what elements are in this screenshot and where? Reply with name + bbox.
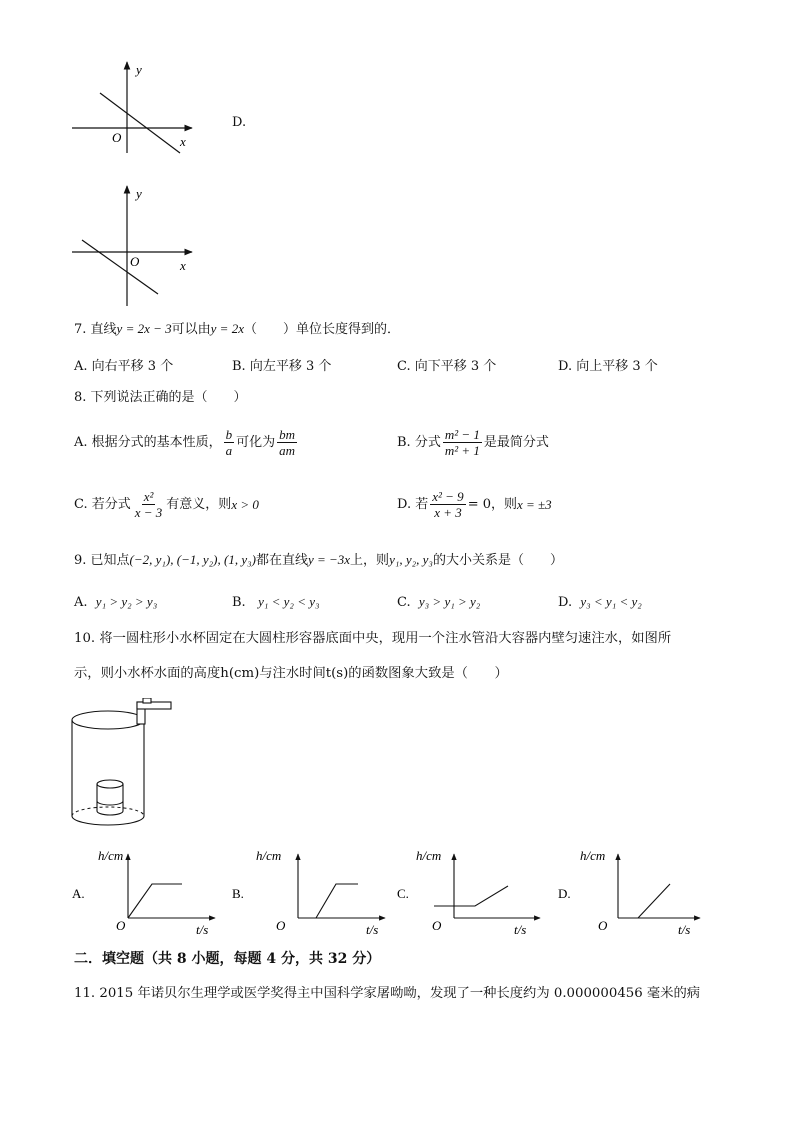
section-title-fill-in: 二．填空题（共 8 小题，每题 4 分，共 32 分）	[74, 951, 381, 967]
q9-stem: 9. 已知点(−2, y₁), (−1, y₂), (1, y₃)都在直线y = −3x上，则y₁, y₂, y₃的大小关系是（ ）	[74, 552, 563, 568]
graph-a-curve	[128, 884, 182, 918]
q7-option-d: D. 向上平移 3 个	[558, 359, 658, 374]
graph-c-xlabel: t/s	[514, 922, 527, 937]
fraction-b-over-a: $\frac{b}{a}$	[225, 427, 233, 458]
graph-a	[72, 848, 215, 937]
option-d-label: D.	[232, 115, 247, 130]
q9-option-c: C. y₃ > y₁ > y₂	[397, 594, 481, 610]
x-axis-label: x	[180, 134, 186, 149]
q7-stem: 7. 直线y = 2x − 3可以由y = 2x（ ）单位长度得到的．	[74, 321, 400, 337]
graph-b-ylabel: h/cm	[256, 848, 282, 863]
q9-option-d: D. y₃ < y₁ < y₂	[558, 594, 642, 610]
y-axis-label: y	[136, 62, 142, 77]
q8-option-c: C. 若分式 $\frac{\text{x²}}{x - 3}$ 有意义，则 x > 0	[74, 489, 259, 520]
fraction-x-squared-over-x-minus-3: $\frac{\text{x²}}{x - 3}$	[134, 489, 163, 520]
cylinder-container-illustration	[66, 698, 182, 834]
x-axis-label: x	[180, 258, 186, 273]
q10-line1: 10. 将一圆柱形小水杯固定在大圆柱形容器底面中央，现用一个注水管沿大容器内壁匀速注水，如图所	[74, 631, 672, 646]
graph-d-ylabel: h/cm	[580, 848, 606, 863]
graph-line	[82, 240, 158, 294]
graph-c-curve	[434, 886, 508, 906]
fraction-bm-over-am: $\frac{bm}{am}$	[279, 427, 296, 458]
q8-option-b: B. 分式 $\frac{\text{m² − 1}}{\text{m² + 1}}$ 是最简分式	[397, 427, 549, 458]
q9-option-b: B. y₁ < y₂ < y₃	[232, 594, 320, 610]
graph-c-origin: O	[432, 918, 442, 933]
q8-option-d: D. 若 $\frac{\text{x² − 9}}{x + 3}$ = 0，则 x = ±3	[397, 489, 552, 520]
graph-d-label: D.	[558, 886, 571, 901]
graph-d-xlabel: t/s	[678, 922, 691, 937]
graph-b-curve	[316, 884, 358, 918]
graph-d-curve	[638, 884, 670, 918]
q8-option-a: A. 根据分式的基本性质， $\frac{b}{a}$ 可化为 $\frac{bm}{am}$	[74, 427, 296, 458]
graph-second	[60, 182, 210, 310]
graph-a-ylabel: h/cm	[98, 848, 124, 863]
graph-b-label: B.	[232, 886, 244, 901]
graph-c-label: C.	[397, 886, 409, 901]
q9-option-a: A. y₁ > y₂ > y₃	[74, 594, 158, 610]
graph-d	[558, 848, 700, 937]
q7-option-a: A. 向右平移 3 个	[74, 359, 174, 374]
q7-option-b: B. 向左平移 3 个	[232, 359, 332, 374]
q11-line1: 11. 2015 年诺贝尔生理学或医学奖得主中国科学家屠呦呦，发现了一种长度约为 0.000000456 毫米的病	[74, 986, 701, 1001]
fraction-x-squared-minus-9: $\frac{\text{x² − 9}}{x + 3}$	[432, 489, 464, 520]
q7-option-c: C. 向下平移 3 个	[397, 359, 497, 374]
graph-b-xlabel: t/s	[366, 922, 379, 937]
graph-b	[232, 848, 385, 937]
origin-label: O	[112, 130, 122, 145]
q10-graphs	[70, 846, 730, 938]
fraction-m-squared: $\frac{\text{m² − 1}}{\text{m² + 1}}$	[444, 427, 480, 458]
q10-line2: 示，则小水杯水面的高度h(cm)与注水时间t(s)的函数图象大致是（ ）	[74, 666, 508, 681]
graph-option-d-q6	[60, 58, 210, 158]
q8-stem: 8. 下列说法正确的是（ ）	[74, 390, 247, 405]
graph-c-ylabel: h/cm	[416, 848, 442, 863]
graph-b-origin: O	[276, 918, 286, 933]
graph-a-xlabel: t/s	[196, 922, 209, 937]
graph-a-origin: O	[116, 918, 126, 933]
origin-label: O	[130, 254, 140, 269]
graph-d-origin: O	[598, 918, 608, 933]
y-axis-label: y	[136, 186, 142, 201]
graph-c	[397, 848, 540, 937]
graph-a-label: A.	[72, 886, 85, 901]
